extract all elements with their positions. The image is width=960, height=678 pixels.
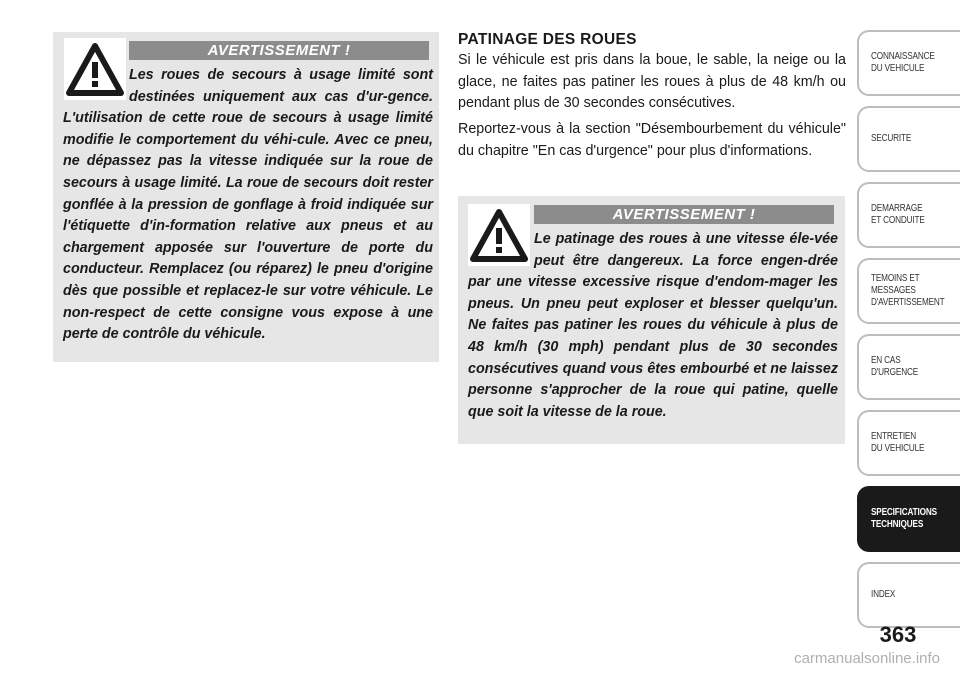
tab-label: TEMOINS ET MESSAGES D'AVERTISSEMENT xyxy=(871,273,945,308)
warning-box-spare-tire xyxy=(53,32,439,362)
tab-specifications-techniques[interactable] xyxy=(857,486,960,552)
body-paragraph: Si le véhicule est pris dans la boue, le sable, la neige ou la glace, ne faites pas patiner les roues à plus de 48 km/h ou pendant plus de 30 secondes consécutives. xyxy=(458,52,846,111)
warning-header: AVERTISSEMENT ! xyxy=(534,205,834,224)
tab-temoins-et-messages[interactable] xyxy=(857,258,960,324)
tab-en-cas-d-urgence[interactable] xyxy=(857,334,960,400)
section-title: PATINAGE DES ROUES xyxy=(458,31,637,48)
tab-connaissance-du-vehicule[interactable] xyxy=(857,30,960,96)
tab-label: SPECIFICATIONS TECHNIQUES xyxy=(871,507,937,530)
chapter-tabs xyxy=(857,30,960,620)
warning-box-wheel-spin xyxy=(458,196,845,444)
tab-label: CONNAISSANCE DU VEHICULE xyxy=(871,51,935,74)
warning-header: AVERTISSEMENT ! xyxy=(129,41,429,60)
warning-text: Le patinage des roues à une vitesse éle-vée peut être dangereux. La force engen-drée par une vitesse excessive risque d'endom-mager les pneus. Un pneu peut exploser et blesser quelqu'un. Ne faites pas patiner les roues du véhicule à plus de 48 km/h (30 mph) pendant plus de 30 secondes consécutives quand vous êtes embourbé et ne laissez personne s'approcher de la roue qui patine, quelle que soit la vitesse de la roue. xyxy=(468,231,838,420)
page-number: 363 xyxy=(879,622,917,647)
warning-text: Les roues de secours à usage limité sont destinées uniquement aux cas d'ur-gence. L'utilisation de cette roue de secours à usage limité modifie le comportement du véhi-cule. Avec ce pneu, ne dépassez pas la vitesse indiquée sur la roue de secours à usage limité. La roue de secours doit rester gonflée à la pression de gonflage à froid indiquée sur l'étiquette d'in-formation relative aux pneus et au chargement apposée sur l'ouverture de porte du conducteur. Remplacez (ou réparez) le pneu d'origine dès que possible et replacez-le sur votre véhicule. Le non-respect de cette consigne vous expose à une perte de contrôle du véhicule. xyxy=(63,67,433,343)
body-paragraph: Reportez-vous à la section "Désembourbement du véhicule" du chapitre "En cas d'urgence" pour plus d'informations. xyxy=(458,121,846,159)
tab-label: ENTRETIEN DU VEHICULE xyxy=(871,431,925,454)
watermark: carmanualsonline.info xyxy=(794,650,940,667)
tab-index[interactable] xyxy=(857,562,960,628)
tab-label: EN CAS D'URGENCE xyxy=(871,355,919,378)
tab-label: DEMARRAGE ET CONDUITE xyxy=(871,203,925,226)
tab-entretien-du-vehicule[interactable] xyxy=(857,410,960,476)
tab-label: SECURITE xyxy=(871,133,912,144)
tab-label: INDEX xyxy=(871,589,896,600)
tab-securite[interactable] xyxy=(857,106,960,172)
tab-demarrage-et-conduite[interactable] xyxy=(857,182,960,248)
